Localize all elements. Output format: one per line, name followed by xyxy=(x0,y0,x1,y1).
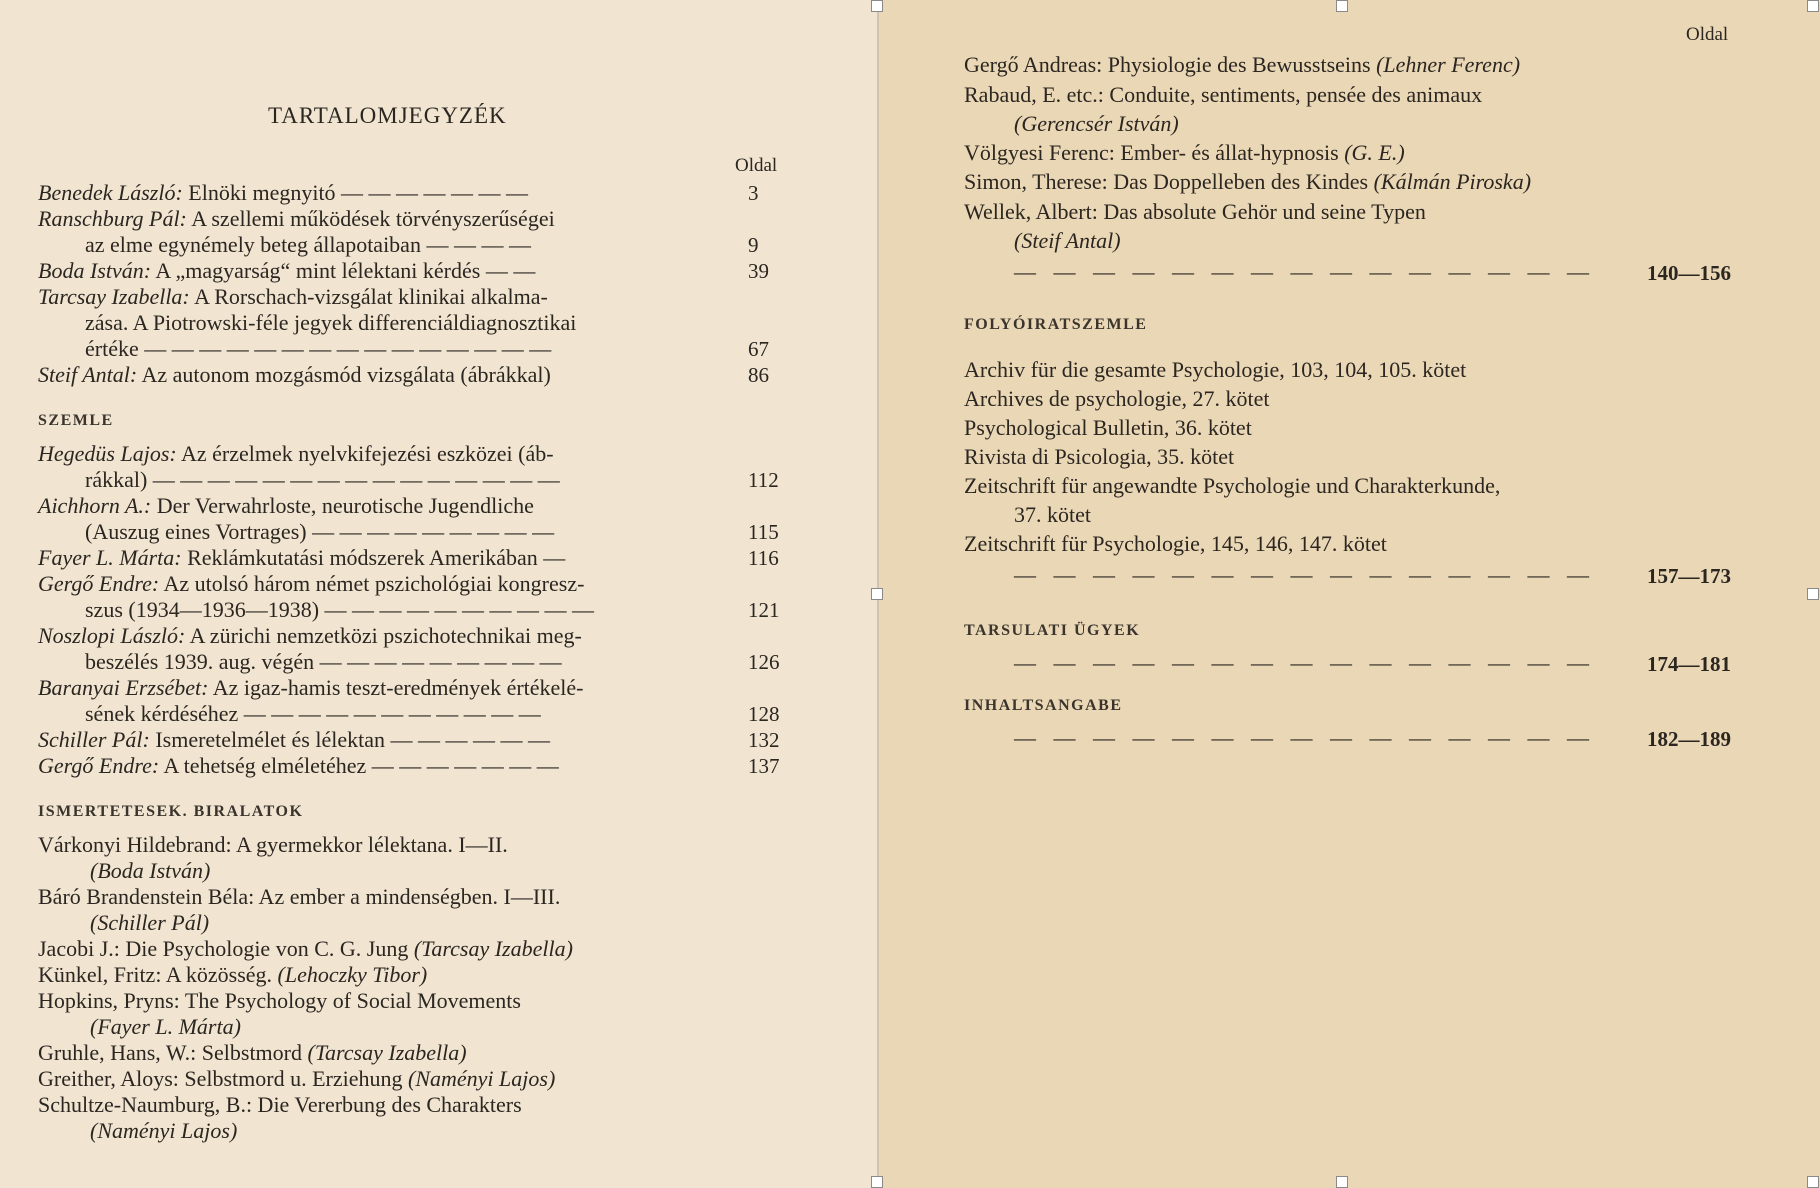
review-book-title: Künkel, Fritz: A közösség. xyxy=(38,962,273,987)
reviewer: (Kálmán Piroska) xyxy=(1373,169,1532,194)
resize-handle-left[interactable] xyxy=(871,588,883,600)
page-range: 140—156 xyxy=(1647,261,1731,285)
page-number: 67 xyxy=(748,337,769,361)
reviewer: (Fayer L. Márta) xyxy=(90,1014,241,1039)
article-author: Steif Antal: xyxy=(38,362,138,387)
resize-handle-bottom-right[interactable] xyxy=(1807,1176,1819,1188)
reviewer: (G. E.) xyxy=(1344,140,1405,165)
page-range: 174—181 xyxy=(1647,652,1731,676)
oldal-header: Oldal xyxy=(1686,24,1729,45)
review-book-title: Jacobi J.: Die Psychologie von C. G. Jung xyxy=(38,936,409,961)
reviewer: (Lehoczky Tibor) xyxy=(277,962,428,987)
entry-title: Ismeretelmélet és lélektan — — — — — — xyxy=(155,727,550,752)
page-number: 3 xyxy=(748,181,759,205)
section-heading-szemle: SZEMLE xyxy=(38,412,114,429)
section-heading-tarsulati: TARSULATI ÜGYEK xyxy=(964,622,1141,639)
article-entry xyxy=(38,206,555,232)
resize-handle-bottom[interactable] xyxy=(1336,1176,1348,1188)
review-entry xyxy=(38,493,534,519)
review-book xyxy=(38,962,427,988)
article-title-cont: értéke — — — — — — — — — — — — — — — xyxy=(85,336,552,361)
review-entry xyxy=(38,675,584,701)
review-entry xyxy=(38,753,559,779)
right-page xyxy=(877,0,1820,1188)
entry-author: Aichhorn A.: xyxy=(38,493,152,518)
left-page xyxy=(0,0,877,1188)
resize-handle-top[interactable] xyxy=(1336,0,1348,12)
reviewer: (Tarcsay Izabella) xyxy=(307,1040,467,1065)
reviewer: (Boda István) xyxy=(90,858,211,883)
page-number: 116 xyxy=(748,546,779,570)
review-book xyxy=(38,1040,467,1066)
article-title: Az autonom mozgásmód vizsgálata (ábrákkal) xyxy=(141,362,551,387)
reviewer: (Lehner Ferenc) xyxy=(1376,52,1521,77)
journal-entry: Zeitschrift für angewandte Psychologie und Charakterkunde, xyxy=(964,473,1501,498)
journal-entry: Psychological Bulletin, 36. kötet xyxy=(964,415,1252,440)
review-book xyxy=(964,140,1405,166)
reviewer: (Gerencsér István) xyxy=(1014,111,1179,136)
review-entry xyxy=(38,441,554,467)
page-range: 157—173 xyxy=(1647,564,1731,588)
page-number: 39 xyxy=(748,259,769,283)
page-number: 121 xyxy=(748,598,780,622)
resize-handle-top-right[interactable] xyxy=(1807,0,1819,12)
article-entry xyxy=(38,180,528,206)
page-number: 137 xyxy=(748,754,780,778)
journal-entry: Archiv für die gesamte Psychologie, 103, 104, 105. kötet xyxy=(964,357,1467,382)
review-book: Hopkins, Pryns: The Psychology of Social Movements xyxy=(38,988,521,1013)
page-range: 182—189 xyxy=(1647,727,1731,751)
article-author: Boda István: xyxy=(38,258,152,283)
page-number: 112 xyxy=(748,468,779,492)
review-entry xyxy=(38,545,565,571)
entry-title: A zürichi nemzetközi pszichotechnikai meg- xyxy=(189,623,582,648)
page-number: 86 xyxy=(748,363,769,387)
reviewer: (Steif Antal) xyxy=(1014,228,1121,253)
article-author: Tarcsay Izabella: xyxy=(38,284,190,309)
article-author: Ranschburg Pál: xyxy=(38,206,187,231)
entry-title: Der Verwahrloste, neurotische Jugendliche xyxy=(156,493,534,518)
dash-leader: — — — — — — — — — — — — — — — xyxy=(1014,725,1595,750)
page-number: 126 xyxy=(748,650,780,674)
oldal-header: Oldal xyxy=(735,155,778,176)
section-heading-inhaltsangabe: INHALTSANGABE xyxy=(964,697,1123,714)
review-entry xyxy=(38,727,550,753)
article-title: A Rorschach-vizsgálat klinikai alkalma- xyxy=(194,284,548,309)
entry-author: Schiller Pál: xyxy=(38,727,150,752)
article-entry xyxy=(38,284,548,310)
review-book: Várkonyi Hildebrand: A gyermekkor lélektana. I—II. xyxy=(38,832,508,857)
review-book-title: Simon, Therese: Das Doppelleben des Kindes xyxy=(964,169,1369,194)
dash-leader: — — — — — — — — — — — — — — — xyxy=(1014,562,1595,587)
reviewer: (Naményi Lajos) xyxy=(90,1118,238,1143)
journal-entry: Zeitschrift für Psychologie, 145, 146, 147. kötet xyxy=(964,531,1387,556)
entry-author: Gergő Endre: xyxy=(38,753,160,778)
entry-title-cont: sének kérdéséhez — — — — — — — — — — — xyxy=(85,701,541,726)
entry-title: A tehetség elméletéhez — — — — — — — xyxy=(163,753,559,778)
entry-title-cont: rákkal) — — — — — — — — — — — — — — — xyxy=(85,467,560,492)
entry-title: Az érzelmek nyelvkifejezési eszközei (áb- xyxy=(181,441,554,466)
dash-leader: — — — — — — — — — — — — — — — xyxy=(1014,650,1595,675)
entry-title-cont: beszélés 1939. aug. végén — — — — — — — — — xyxy=(85,649,562,674)
review-book: Wellek, Albert: Das absolute Gehör und seine Typen xyxy=(964,199,1426,224)
article-title: A szellemi működések törvényszerűségei xyxy=(191,206,555,231)
review-book xyxy=(38,1066,555,1092)
entry-title: Reklámkutatási módszerek Amerikában — xyxy=(187,545,566,570)
page-number: 9 xyxy=(748,233,759,257)
reviewer: (Tarcsay Izabella) xyxy=(413,936,573,961)
toc-title: TARTALOMJEGYZÉK xyxy=(268,103,507,128)
article-title-cont: zása. A Piotrowski-féle jegyek differenciáldiagnosztikai xyxy=(85,310,577,335)
review-entry xyxy=(38,623,582,649)
section-heading-folyoiratszemle: FOLYÓIRATSZEMLE xyxy=(964,316,1148,333)
section-heading-ismertetesek: ISMERTETESEK. BIRALATOK xyxy=(38,803,304,820)
article-entry xyxy=(38,258,535,284)
dash-leader: — — — — — — — — — — — — — — — xyxy=(1014,259,1595,284)
entry-title-cont: (Auszug eines Vortrages) — — — — — — — — — xyxy=(85,519,555,544)
entry-title: Az igaz-hamis teszt-eredmények értékelé- xyxy=(212,675,584,700)
review-book xyxy=(964,169,1531,195)
reviewer: (Schiller Pál) xyxy=(90,910,210,935)
review-book: Schultze-Naumburg, B.: Die Vererbung des Charakters xyxy=(38,1092,522,1117)
review-book-title: Gruhle, Hans, W.: Selbstmord xyxy=(38,1040,302,1065)
entry-title-cont: szus (1934—1936—1938) — — — — — — — — — — xyxy=(85,597,595,622)
journal-entry: Rivista di Psicologia, 35. kötet xyxy=(964,444,1235,469)
entry-author: Fayer L. Márta: xyxy=(38,545,182,570)
review-book-title: Greither, Aloys: Selbstmord u. Erziehung xyxy=(38,1066,403,1091)
journal-entry: Archives de psychologie, 27. kötet xyxy=(964,386,1270,411)
article-author: Benedek László: xyxy=(38,180,183,205)
entry-author: Noszlopi László: xyxy=(38,623,186,648)
resize-handle-bottom-left[interactable] xyxy=(871,1176,883,1188)
review-book-title: Gergő Andreas: Physiologie des Bewusstseins xyxy=(964,52,1371,77)
article-title-cont: az elme egynémely beteg állapotaiban — — — — xyxy=(85,232,531,257)
review-book-title: Völgyesi Ferenc: Ember- és állat-hypnosis xyxy=(964,140,1339,165)
review-book: Rabaud, E. etc.: Conduite, sentiments, pensée des animaux xyxy=(964,82,1483,107)
entry-author: Baranyai Erzsébet: xyxy=(38,675,209,700)
resize-handle-top-left[interactable] xyxy=(871,0,883,12)
review-book xyxy=(38,936,573,962)
entry-author: Gergő Endre: xyxy=(38,571,160,596)
article-entry xyxy=(38,362,551,388)
page-number: 115 xyxy=(748,520,779,544)
page-number: 128 xyxy=(748,702,780,726)
article-title: A „magyarság“ mint lélektani kérdés — — xyxy=(155,258,536,283)
entry-author: Hegedüs Lajos: xyxy=(38,441,177,466)
entry-title: Az utolsó három német pszichológiai kongresz- xyxy=(163,571,585,596)
review-book xyxy=(964,52,1520,78)
article-title: Elnöki megnyitó — — — — — — — xyxy=(188,180,529,205)
resize-handle-right[interactable] xyxy=(1807,588,1819,600)
page-number: 132 xyxy=(748,728,780,752)
review-entry xyxy=(38,571,584,597)
journal-entry-cont: 37. kötet xyxy=(1014,502,1091,527)
review-book: Báró Brandenstein Béla: Az ember a mindenségben. I—III. xyxy=(38,884,561,909)
reviewer: (Naményi Lajos) xyxy=(408,1066,556,1091)
